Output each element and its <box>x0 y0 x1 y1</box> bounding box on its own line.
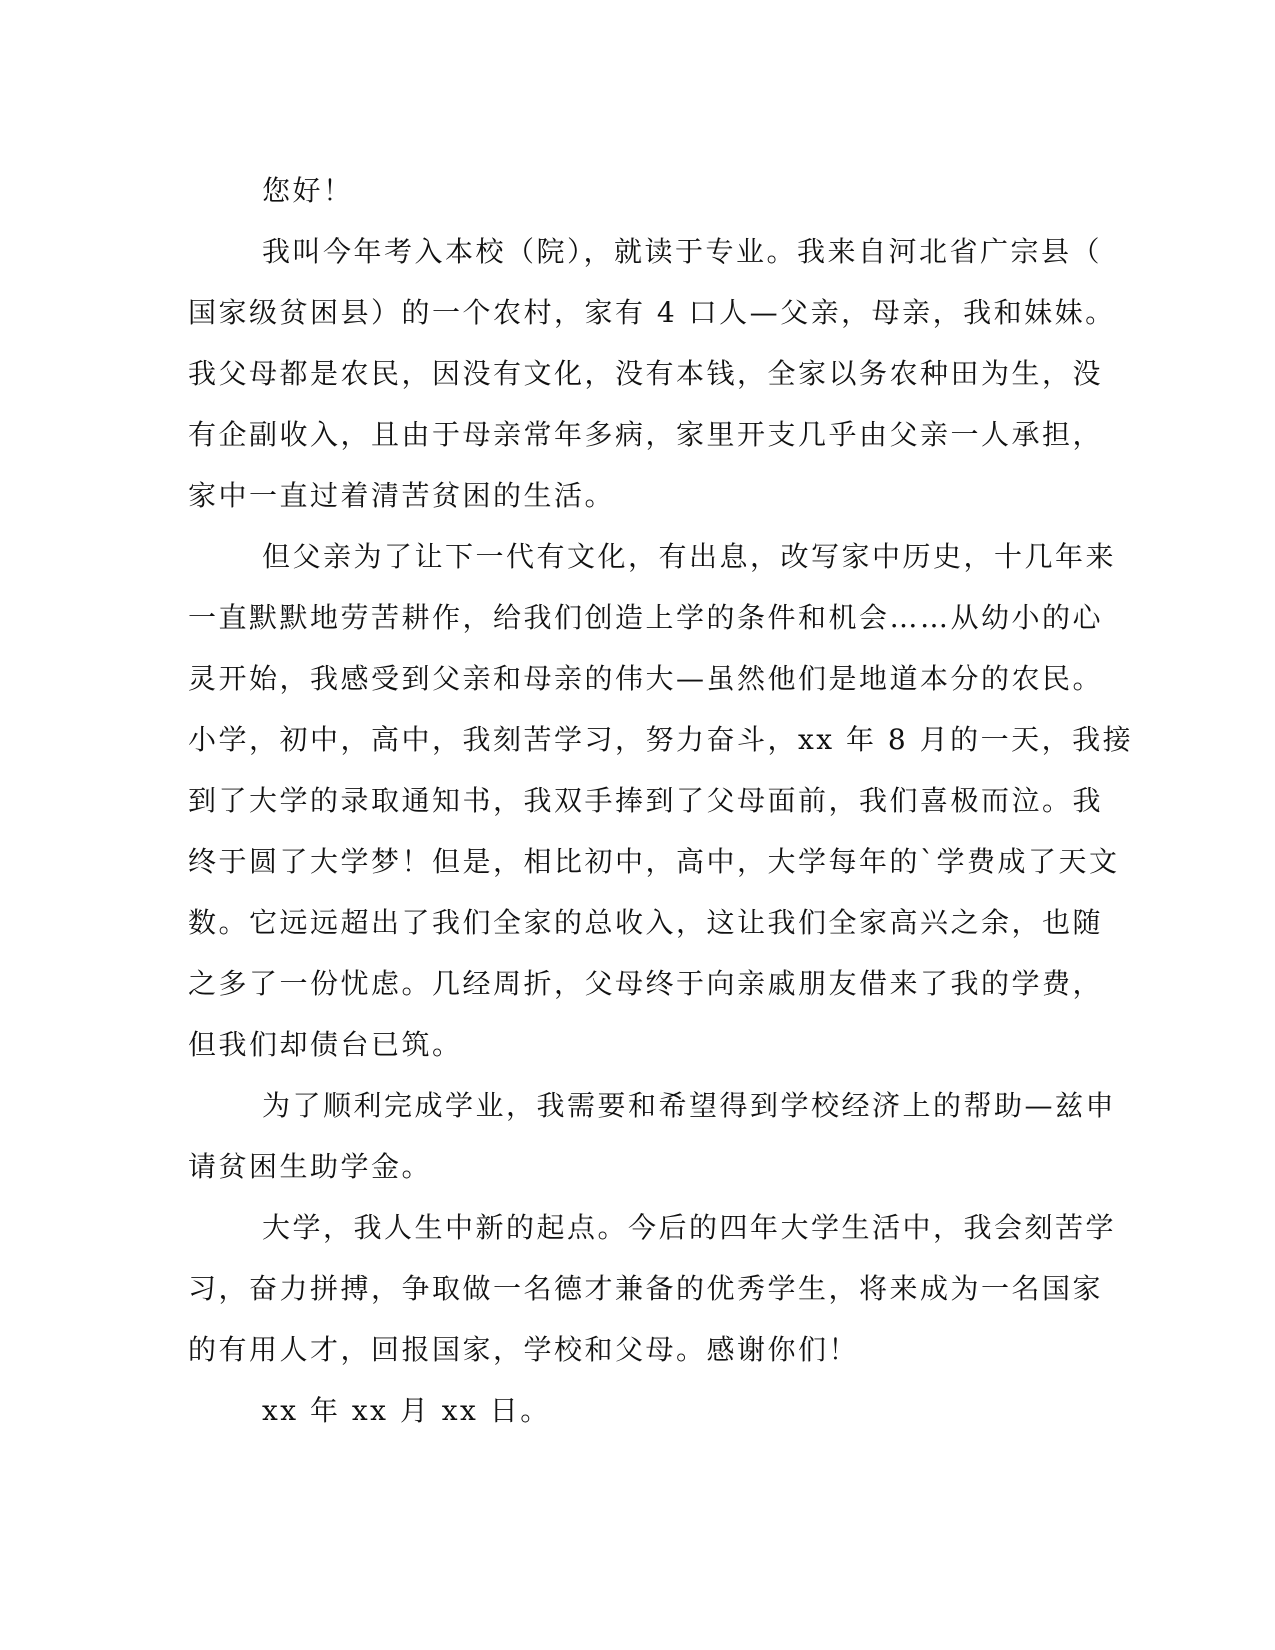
paragraph-line: 但父亲为了让下一代有文化，有出息，改写家中历史，十几年来 <box>262 540 1117 573</box>
paragraph-line: 我父母都是农民，因没有文化，没有本钱，全家以务农种田为生，没 <box>188 357 1104 390</box>
letter-body <box>188 160 1134 1441</box>
paragraph-line: 请贫困生助学金。 <box>188 1150 433 1183</box>
paragraph-line: 有企副收入，且由于母亲常年多病，家里开支几乎由父亲一人承担， <box>188 418 1104 451</box>
paragraph-line: 之多了一份忧虑。几经周折，父母终于向亲戚朋友借来了我的学费， <box>188 967 1104 1000</box>
paragraph-line: 小学，初中，高中，我刻苦学习，努力奋斗，xx 年 8 月的一天，我接 <box>188 723 1134 756</box>
paragraph-line: 国家级贫困县）的一个农村，家有 4 口人—父亲，母亲，我和妹妹。 <box>188 296 1116 329</box>
paragraph-1 <box>188 221 1116 526</box>
paragraph-line: 数。它远远超出了我们全家的总收入，这让我们全家高兴之余，也随 <box>188 906 1104 939</box>
paragraph-4 <box>188 1197 1117 1380</box>
paragraph-line: 灵开始，我感受到父亲和母亲的伟大—虽然他们是地道本分的农民。 <box>188 662 1104 695</box>
paragraph-line: 习，奋力拼搏，争取做一名德才兼备的优秀学生，将来成为一名国家 <box>188 1272 1104 1305</box>
paragraph-line: 终于圆了大学梦！但是，相比初中，高中，大学每年的`学费成了天文 <box>188 845 1120 878</box>
paragraph-line: 家中一直过着清苦贫困的生活。 <box>188 479 616 512</box>
letter-date: xx 年 xx 月 xx 日。 <box>262 1394 551 1427</box>
greeting: 您好！ <box>262 174 354 207</box>
paragraph-line: 一直默默地劳苦耕作，给我们创造上学的条件和机会……从幼小的心 <box>188 601 1104 634</box>
paragraph-line: 但我们却债台已筑。 <box>188 1028 463 1061</box>
paragraph-3 <box>188 1075 1117 1197</box>
paragraph-line: 到了大学的录取通知书，我双手捧到了父母面前，我们喜极而泣。我 <box>188 784 1104 817</box>
paragraph-line: 大学，我人生中新的起点。今后的四年大学生活中，我会刻苦学 <box>262 1211 1117 1244</box>
paragraph-line: 为了顺利完成学业，我需要和希望得到学校经济上的帮助—兹申 <box>262 1089 1117 1122</box>
paragraph-line: 我叫今年考入本校（院），就读于专业。我来自河北省广宗县（ <box>262 235 1103 268</box>
paragraph-2 <box>188 526 1134 1075</box>
paragraph-line: 的有用人才，回报国家，学校和父母。感谢你们！ <box>188 1333 860 1366</box>
